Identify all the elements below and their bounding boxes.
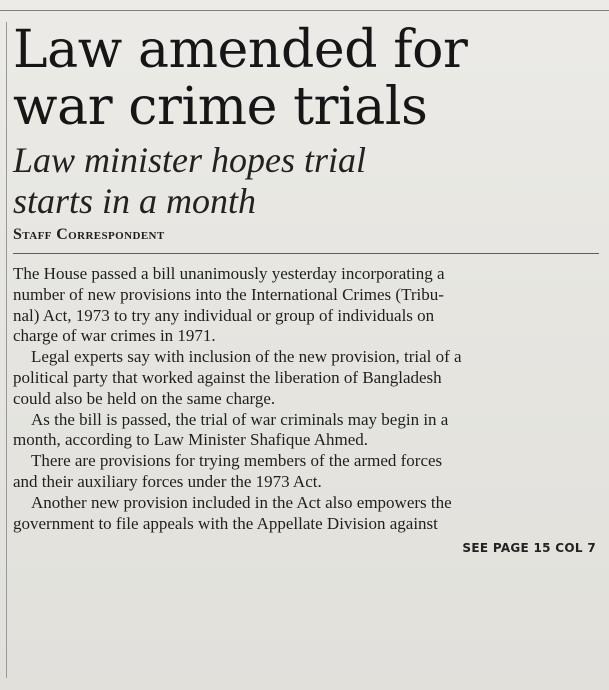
body-line-13: government to file appeals with the Appellate Division against (13, 513, 438, 533)
body-line-7: could also be held on the same charge. (13, 388, 276, 408)
body-line-9: month, according to Law Minister Shafique Ahmed. (13, 430, 369, 450)
body-line-8: As the bill is passed, the trial of war criminals may begin in a (31, 409, 449, 429)
article-body (13, 264, 599, 534)
body-line-3: nal) Act, 1973 to try any individual or group of individuals on (13, 305, 435, 325)
body-line-10: There are provisions for trying members of the armed forces (31, 451, 443, 471)
body-line-2: number of new provisions into the International Crimes (Tribu- (13, 284, 444, 304)
left-column-rule (6, 22, 7, 678)
headline: Law amended for war crime trials (13, 20, 468, 137)
body-line-4: charge of war crimes in 1971. (13, 326, 216, 346)
body-line-5: Legal experts say with inclusion of the new provision, trial of a (31, 347, 462, 367)
body-line-6: political party that worked against the liberation of Bangladesh (13, 367, 442, 387)
news-article (13, 22, 599, 672)
byline-rule (13, 253, 599, 254)
body-line-12: Another new provision included in the Act also empowers the (31, 492, 452, 512)
subheadline: Law minister hopes trial starts in a month (13, 140, 367, 221)
byline: Staff Correspondent (13, 226, 165, 243)
body-line-11: and their auxiliary forces under the 1973 Act. (13, 471, 322, 491)
top-rule (0, 10, 609, 11)
body-line-1: The House passed a bill unanimously yesterday incorporating a (13, 264, 445, 283)
continued-on-page: SEE PAGE 15 COL 7 (462, 541, 596, 556)
